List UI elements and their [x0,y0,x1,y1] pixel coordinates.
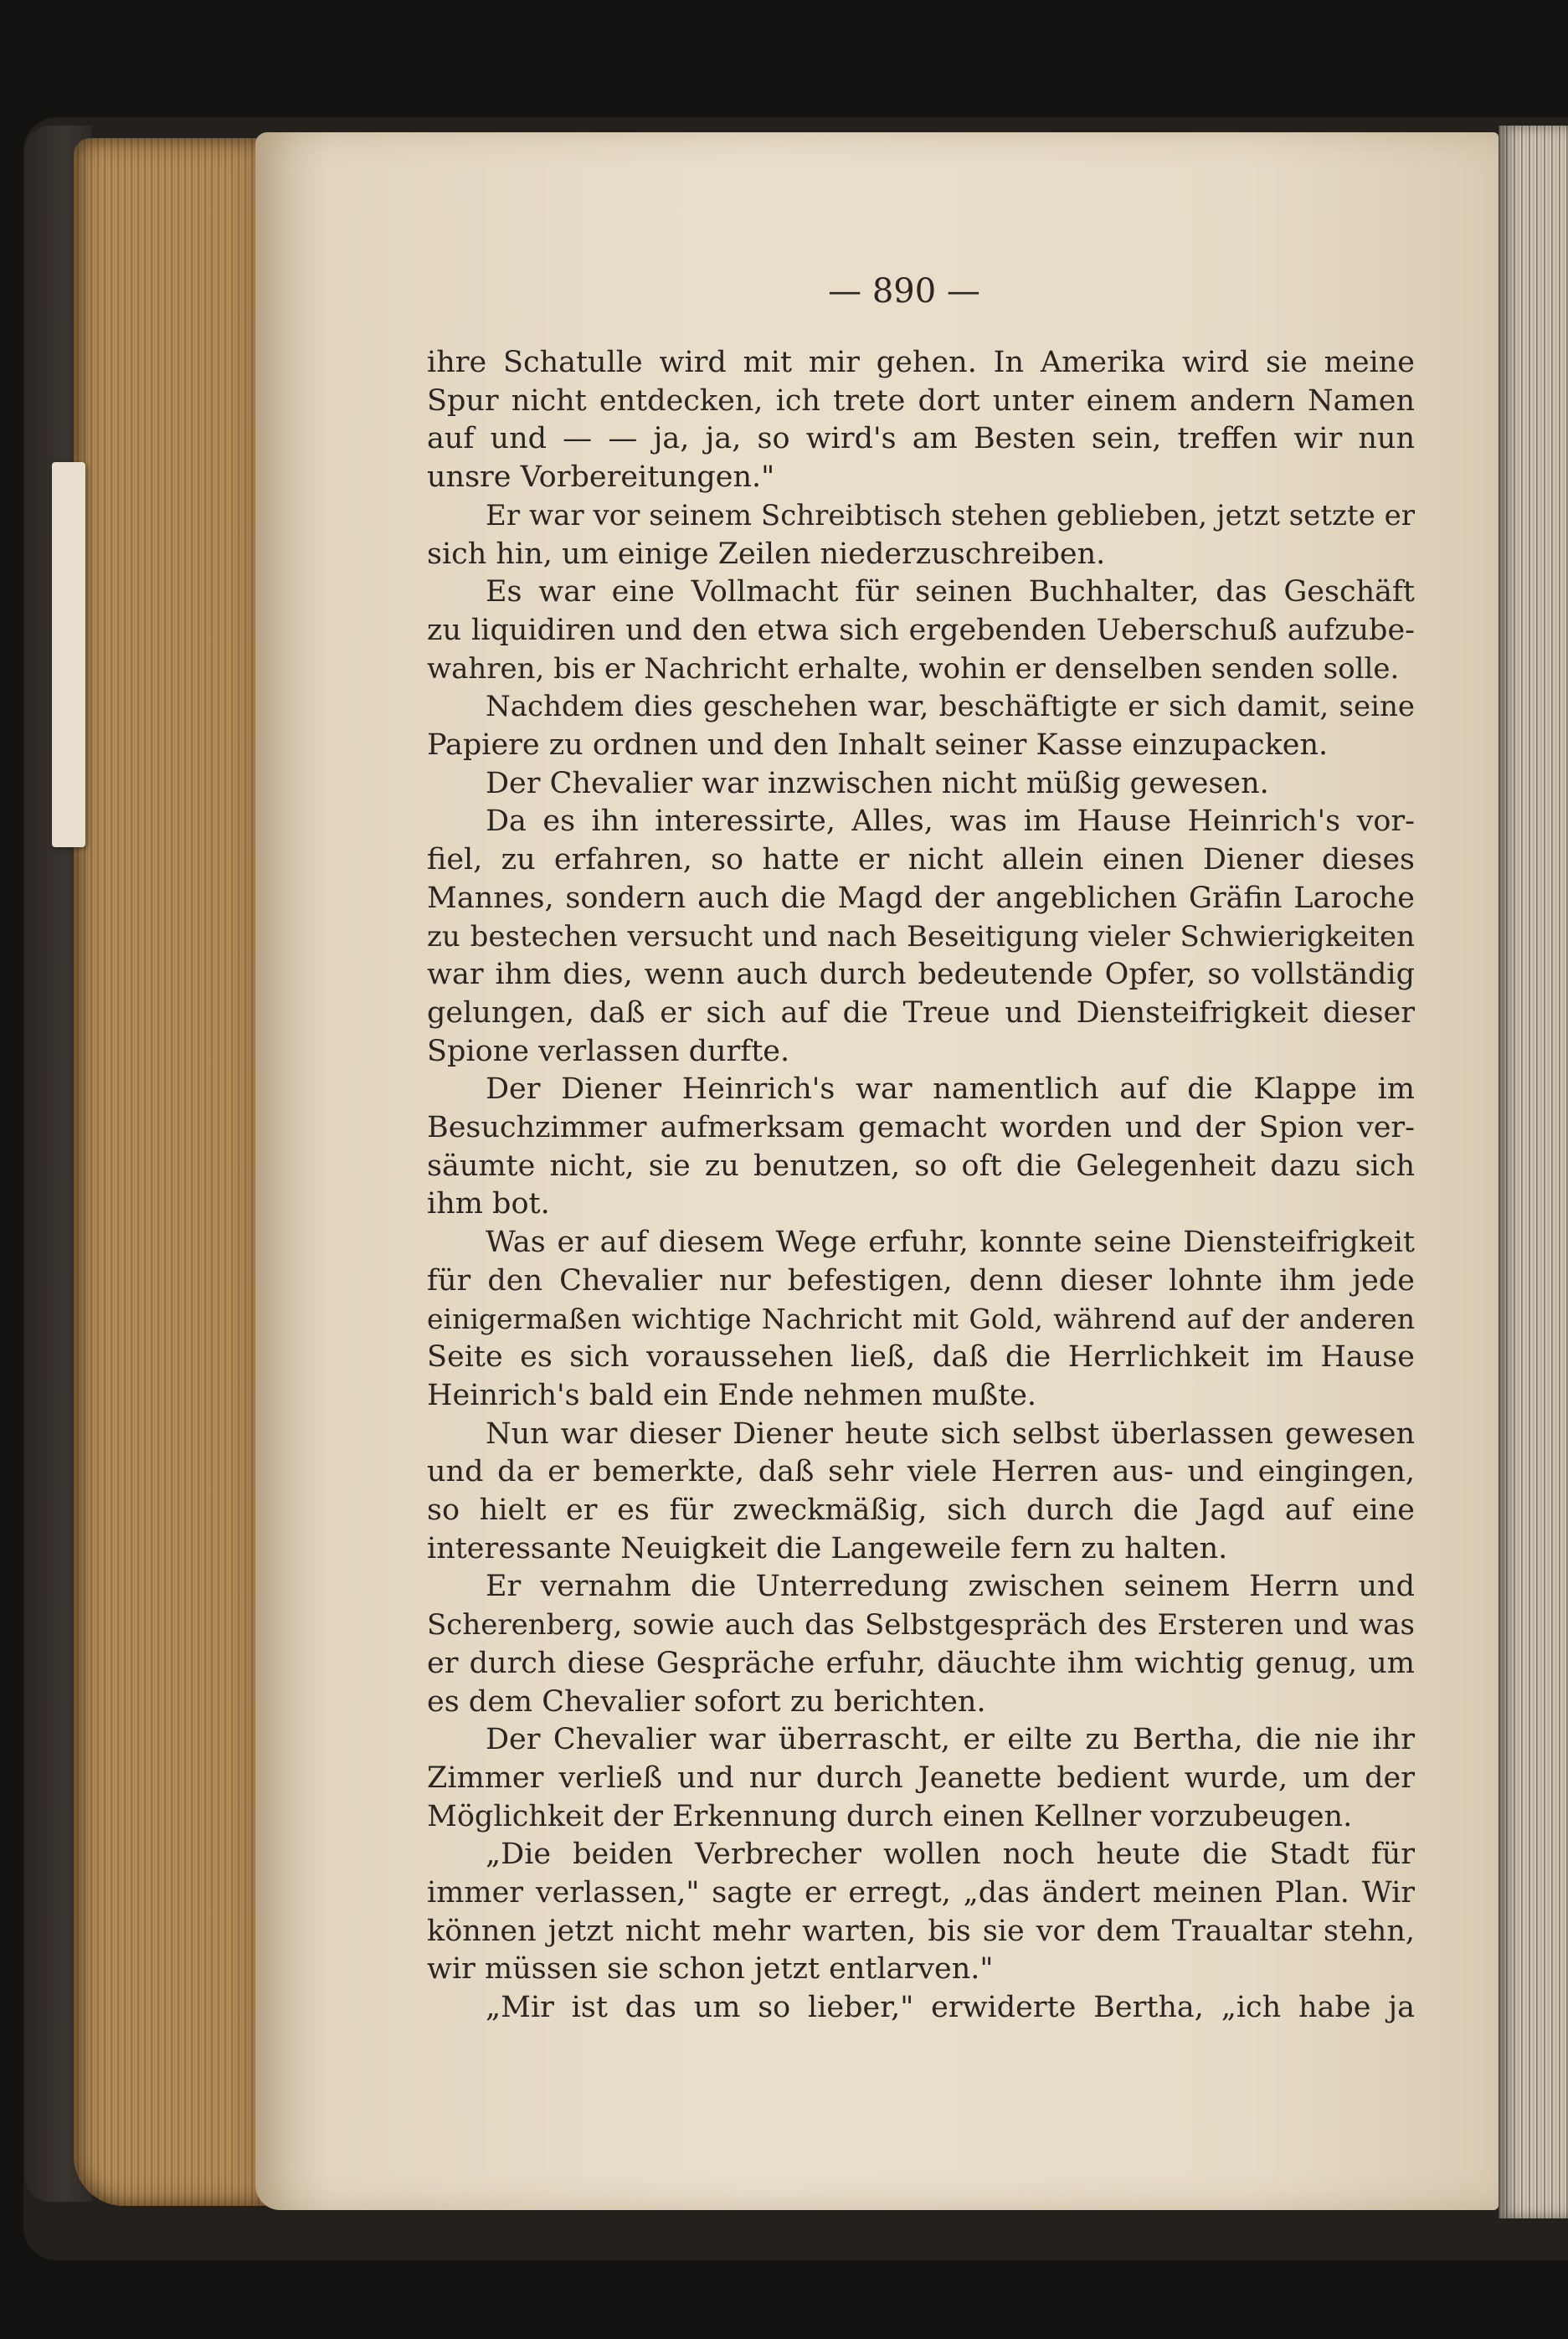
text-line: Da es ihn interessirte, Alles, was im Hause Heinrich's vor- [486,805,1415,839]
text-line: es dem Chevalier sofort zu berichten. [427,1684,986,1719]
text-line: können jetzt nicht mehr warten, bis sie vor dem Traualtar stehn, [427,1914,1415,1948]
text-line: Heinrich's bald ein Ende nehmen mußte. [427,1378,1037,1412]
text-line: interessante Neuigkeit die Langeweile fern zu halten. [427,1531,1228,1565]
text-line: „Mir ist das um so lieber," erwiderte Bertha, „ich habe ja [486,1991,1415,2025]
text-line: war ihm dies, wenn auch durch bedeutende Opfer, so vollständig [427,958,1415,992]
text-line: fiel, zu erfahren, so hatte er nicht allein einen Diener dieses [427,843,1415,877]
page-number: — 890 — [828,272,980,311]
text-line: Es war eine Vollmacht für seinen Buchhalter, das Geschäft [486,575,1415,609]
text-line: immer verlassen," sagte er erregt, „das ändert meinen Plan. Wir [427,1876,1415,1910]
text-line: gelungen, daß er sich auf die Treue und Diensteifrigkeit dieser [427,995,1415,1030]
text-line: Spur nicht entdecken, ich trete dort unter einem andern Namen [427,383,1415,418]
page-edges-left [74,138,275,2206]
text-line: Er war vor seinem Schreibtisch stehen geblieben, jetzt setzte er [486,498,1415,532]
text-line: zu bestechen versucht und nach Beseitigung vieler Schwierigkeiten [427,919,1415,954]
text-line: säumte nicht, sie zu benutzen, so oft die Gelegenheit dazu sich [427,1149,1415,1183]
text-line: er durch diese Gespräche erfuhr, däuchte ihm wichtig genug, um [427,1646,1415,1680]
text-line: Der Chevalier war überrascht, er eilte zu Bertha, die nie ihr [486,1723,1415,1757]
text-line: einigermaßen wichtige Nachricht mit Gold, während auf der anderen [427,1302,1415,1335]
text-line: „Die beiden Verbrecher wollen noch heute die Stadt für [486,1838,1415,1872]
text-line: ihm bot. [427,1187,550,1221]
text-line: Besuchzimmer aufmerksam gemacht worden und der Spion ver- [427,1111,1415,1144]
text-line: Seite es sich voraussehen ließ, daß die Herrlichkeit im Hause [427,1340,1415,1375]
text-line: ihre Schatulle wird mit mir gehen. In Amerika wird sie meine [427,346,1415,379]
text-line: Was er auf diesem Wege erfuhr, konnte seine Diensteifrigkeit [486,1226,1415,1260]
text-line: Möglichkeit der Erkennung durch einen Kellner vorzubeugen. [427,1799,1353,1833]
text-line: und da er bemerkte, daß sehr viele Herren aus- und eingingen, [427,1455,1415,1489]
text-line: Er vernahm die Unterredung zwischen seinem Herrn und [486,1570,1415,1604]
page-text [427,343,1415,2026]
text-line: wir müssen sie schon jetzt entlarven." [427,1952,994,1987]
text-line: so hielt er es für zweckmäßig, sich durch die Jagd auf eine [427,1493,1415,1527]
text-line: Mannes, sondern auch die Magd der angeblichen Gräfin Laroche [427,881,1415,915]
text-line: Zimmer verließ und nur durch Jeanette bedient wurde, um der [427,1761,1415,1795]
text-line: zu liquidiren und den etwa sich ergebenden Ueberschuß aufzube- [427,613,1415,647]
text-line: Scherenberg, sowie auch das Selbstgespräch des Ersteren und was [427,1608,1415,1642]
text-line: Spione verlassen durfte. [427,1034,790,1068]
text-line: auf und — — ja, ja, so wird's am Besten sein, treffen wir nun [427,422,1415,456]
text-line: Der Diener Heinrich's war namentlich auf die Klappe im [486,1072,1415,1107]
text-line: wahren, bis er Nachricht erhalte, wohin er denselben senden solle. [427,651,1400,686]
text-line: Nachdem dies geschehen war, beschäftigte er sich damit, seine [486,690,1415,724]
page-edges-right [1499,126,1568,2218]
paper-strip-bookmark [52,462,85,847]
text-line: unsre Vorbereitungen." [427,460,775,495]
text-line: sich hin, um einige Zeilen niederzuschreiben. [427,537,1106,571]
text-line: Der Chevalier war inzwischen nicht müßig gewesen. [486,766,1269,800]
text-line: Nun war dieser Diener heute sich selbst überlassen gewesen [486,1416,1415,1451]
text-line: für den Chevalier nur befestigen, denn dieser lohnte ihm jede [427,1263,1415,1298]
text-line: Papiere zu ordnen und den Inhalt seiner Kasse einzupacken. [427,728,1329,762]
